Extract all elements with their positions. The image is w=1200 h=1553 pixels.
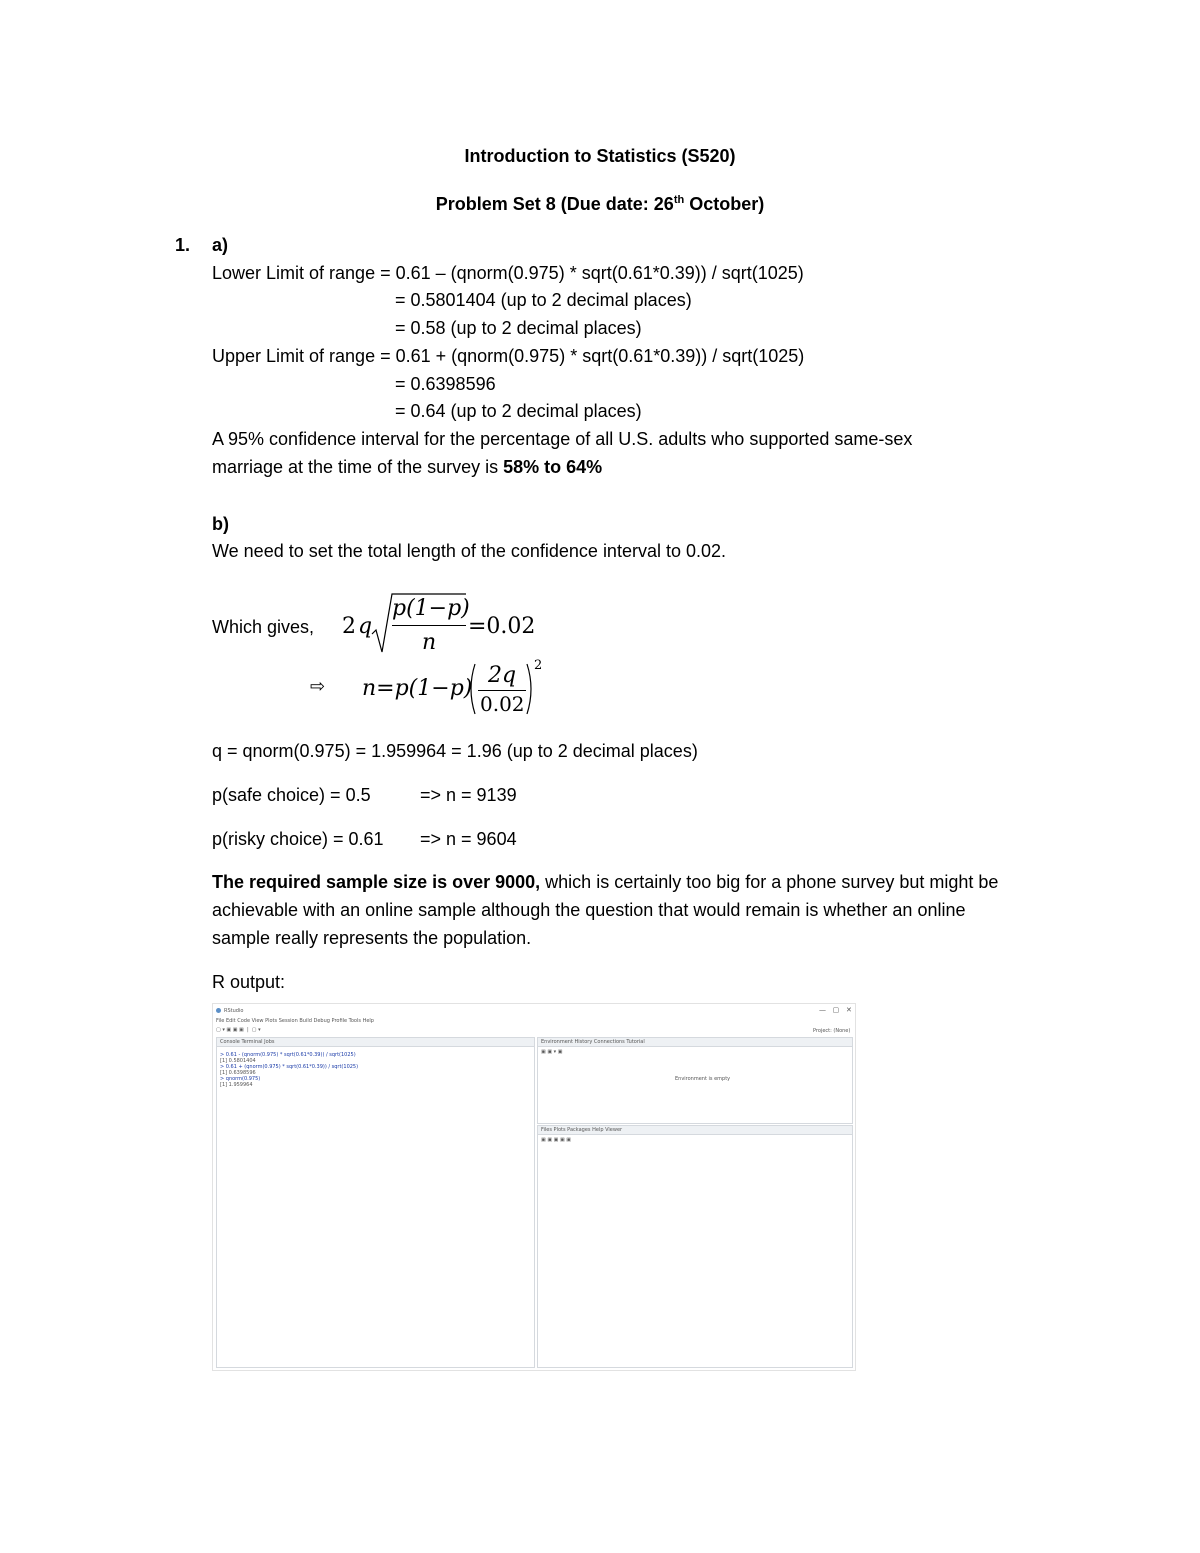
- eq1-q: q: [358, 614, 373, 639]
- conclusion-bold: The required sample size is over 9000,: [212, 872, 541, 892]
- console-tabs: Console Terminal Jobs: [220, 1039, 275, 1045]
- console-line: > 0.61 - (qnorm(0.975) * sqrt(0.61*0.39)) / sqrt(1025): [220, 1052, 356, 1058]
- rstudio-window-title: RStudio: [224, 1008, 244, 1014]
- subtitle-prefix: Problem Set 8 (Due date: 26: [435, 194, 674, 214]
- which-gives-label: Which gives,: [212, 617, 315, 637]
- part-b-label: b): [212, 514, 229, 534]
- rstudio-menu: File Edit Code View Plots Session Build Debug Profile Tools Help: [216, 1018, 374, 1024]
- part-b-intro: We need to set the total length of the confidence interval to 0.02.: [212, 541, 727, 561]
- part-a-conclusion-line2: [212, 456, 602, 478]
- environment-toolbar-icons: ▣ ▣ ▾ ▣: [541, 1049, 563, 1055]
- upper-limit-rounded: = 0.64 (up to 2 decimal places): [395, 401, 642, 421]
- eq1-coef: 2: [342, 614, 356, 639]
- eq2-denominator: 0.02: [480, 692, 525, 716]
- risky-choice-result: => n = 9604: [420, 829, 517, 849]
- implies-arrow: ⇨: [310, 676, 326, 696]
- question-number: 1.: [175, 235, 191, 255]
- eq1-fraction-bar: [392, 625, 466, 626]
- console-line: > 0.61 + (qnorm(0.975) * sqrt(0.61*0.39)) / sqrt(1025): [220, 1064, 359, 1070]
- q-value-line: q = qnorm(0.975) = 1.959964 = 1.96 (up to 2 decimal places): [212, 741, 698, 761]
- part-b-conclusion-line1: [212, 871, 998, 893]
- lower-limit-rounded: = 0.58 (up to 2 decimal places): [395, 318, 642, 338]
- eq2-fraction-bar: [478, 690, 526, 691]
- part-b-conclusion-line2: achievable with an online sample although the question that would remain is whether an online: [212, 900, 966, 920]
- environment-tabs: Environment History Connections Tutorial: [541, 1039, 645, 1045]
- rstudio-toolbar-icons: ▢ ▾ ▣ ▣ ▣ | ▢ ▾: [216, 1027, 261, 1033]
- eq1-denominator: n: [422, 630, 437, 655]
- upper-limit-formula: Upper Limit of range = 0.61 + (qnorm(0.975) * sqrt(0.61*0.39)) / sqrt(1025): [212, 346, 805, 366]
- console-line: > qnorm(0.975): [220, 1076, 261, 1082]
- files-tabs: Files Plots Packages Help Viewer: [541, 1127, 623, 1133]
- console-pane: [216, 1037, 535, 1368]
- document-subtitle: [0, 189, 1200, 215]
- eq1-numerator: p(1−p): [392, 596, 470, 621]
- risky-choice-line: p(risky choice) = 0.61: [212, 829, 384, 849]
- conclusion-text: marriage at the time of the survey is: [212, 457, 504, 477]
- equation-1: [340, 588, 540, 658]
- eq2-exponent: 2: [534, 658, 543, 673]
- rstudio-logo-icon: [216, 1008, 221, 1013]
- lower-limit-value: = 0.5801404 (up to 2 decimal places): [395, 290, 692, 310]
- part-a-label: a): [212, 235, 229, 255]
- console-line: [1] 1.959964: [220, 1082, 253, 1088]
- environment-pane: [537, 1037, 853, 1124]
- lower-limit-formula: Lower Limit of range = 0.61 – (qnorm(0.975) * sqrt(0.61*0.39)) / sqrt(1025): [212, 263, 804, 283]
- rstudio-screenshot: [212, 1003, 856, 1371]
- rstudio-project: Project: (None): [813, 1028, 851, 1034]
- safe-choice-result: => n = 9139: [420, 785, 517, 805]
- eq1-rhs: =0.02: [468, 614, 536, 639]
- console-line: [1] 0.6398596: [220, 1070, 256, 1076]
- environment-empty-message: Environment is empty: [675, 1076, 731, 1082]
- equation-2: [362, 658, 562, 720]
- part-b-conclusion-line3: sample really represents the population.: [212, 928, 532, 948]
- conclusion-rest: which is certainly too big for a phone survey but might be: [540, 872, 999, 892]
- console-line: [1] 0.5801404: [220, 1058, 256, 1064]
- part-a-conclusion-line1: A 95% confidence interval for the percentage of all U.S. adults who supported same-sex: [212, 429, 913, 449]
- eq2-numerator: 2q: [488, 663, 517, 688]
- r-output-label: R output:: [212, 972, 286, 992]
- document-title: Introduction to Statistics (S520): [464, 146, 736, 166]
- subtitle-superscript: th: [673, 194, 685, 206]
- conclusion-interval: 58% to 64%: [503, 457, 603, 477]
- subtitle-suffix: October): [684, 194, 765, 214]
- eq2-lhs: n=p(1−p): [362, 676, 473, 701]
- upper-limit-value: = 0.6398596: [395, 374, 496, 394]
- safe-choice-line: p(safe choice) = 0.5: [212, 785, 371, 805]
- files-pane: [537, 1125, 853, 1368]
- window-controls-icon: — ▢ ✕: [819, 1006, 852, 1014]
- files-toolbar-icons: ▣ ▣ ▣ ▣ ▣: [541, 1137, 571, 1143]
